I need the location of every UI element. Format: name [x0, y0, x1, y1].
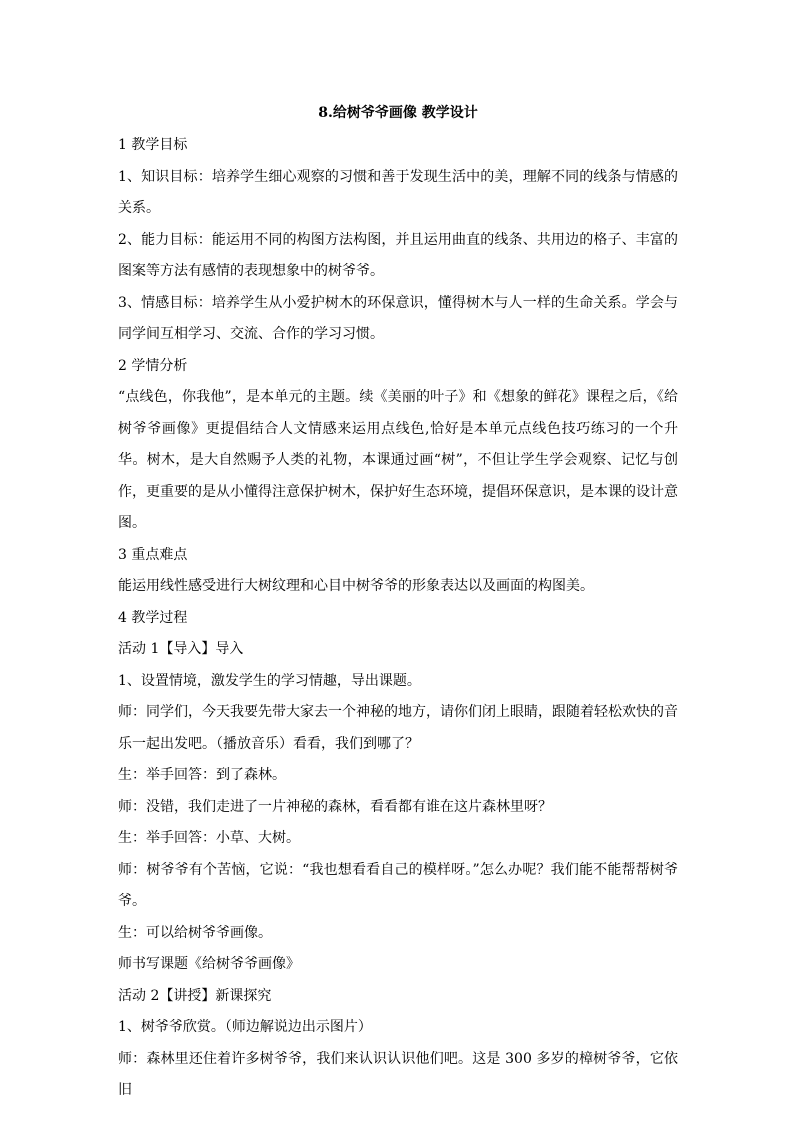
dialogue-line: 师：没错，我们走进了一片神秘的森林，看看都有谁在这片森林里呀？ [118, 798, 552, 815]
document-body [118, 100, 678, 1107]
heading-key-difficulties: 3 重点难点 [118, 546, 188, 563]
activity-2-step: 1、树爷爷欣赏。（师边解说边出示图片） [118, 1019, 372, 1035]
objective-ability: 2、能力目标：能运用不同的构图方法构图，并且运用曲直的线条、共用边的格子、丰富的图案等方法有感情的表现想象中的树爷爷。 [118, 231, 678, 279]
student-analysis-text: “点线色，你我他”，是本单元的主题。续《美丽的叶子》和《想象的鲜花》课程之后，《给树爷爷画像》更提倡结合人文情感来运用点线色,恰好是本单元点线色技巧练习的一个升华。树木，是大自然赐予人类的礼物，本课通过画“树”，不但让学生学会观察、记忆与创作，更重要的是从小懂得注意保护树木，保护好生态环境，提倡环保意识，是本课的设计意图。 [118, 389, 678, 531]
dialogue-line: 师：树爷爷有个苦恼，它说：“我也想看看自己的模样呀。”怎么办呢？我们能不能帮帮树爷爷。 [118, 861, 678, 909]
heading-teaching-objectives: 1 教学目标 [118, 137, 188, 153]
dialogue-line: 生：举手回答：到了森林。 [118, 767, 286, 783]
objective-emotion: 3、情感目标：培养学生从小爱护树木的环保意识，懂得树木与人一样的生命关系。学会与同学间互相学习、交流、合作的学习习惯。 [118, 294, 678, 342]
activity-1-step: 1、设置情境，激发学生的学习情趣，导出课题。 [118, 672, 421, 689]
activity-1-heading: 活动 1【导入】导入 [118, 641, 244, 657]
heading-student-analysis: 2 学情分析 [118, 357, 188, 374]
objective-knowledge: 1、知识目标：培养学生细心观察的习惯和善于发现生活中的美，理解不同的线条与情感的关系。 [118, 168, 678, 216]
heading-teaching-process: 4 教学过程 [118, 609, 188, 626]
activity-2-heading: 活动 2【讲授】新课探究 [118, 987, 272, 1004]
dialogue-line: 师：森林里还住着许多树爷爷，我们来认识认识他们吧。这是 300 多岁的樟树爷爷，它依旧 [118, 1050, 678, 1098]
dialogue-line: 师：同学们，今天我要先带大家去一个神秘的地方，请你们闭上眼睛，跟随着轻松欢快的音乐一起出发吧。（播放音乐）看看，我们到哪了？ [118, 704, 678, 752]
key-difficulties-text: 能运用线性感受进行大树纹理和心目中树爷爷的形象表达以及画面的构图美。 [118, 578, 594, 594]
dialogue-line: 生：可以给树爷爷画像。 [118, 924, 272, 941]
dialogue-line: 师书写课题《给树爷爷画像》 [118, 956, 300, 972]
dialogue-line: 生：举手回答：小草、大树。 [118, 830, 300, 846]
document-title: 8.给树爷爷画像 教学设计 [318, 105, 478, 121]
